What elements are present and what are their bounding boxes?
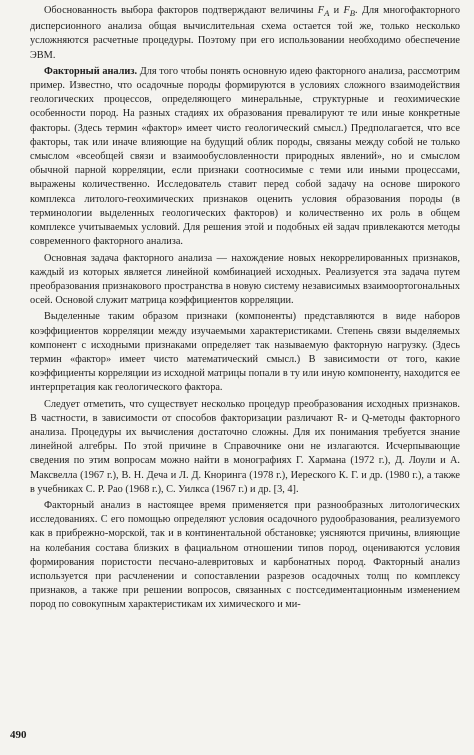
paragraph-text: Выделенные таким образом признаки (компоненты) представляются в виде наборов коэффициентов корреляции между изучаемыми характеристиками. Степень связи выделяемых компонент с исходными признаками определяет так называемую факторную нагрузку. (Здесь термин «фактор» имеет чисто математический смысл.) В зависимости от того, какие коэффициенты корреляции из исходной матрицы попали в ту или иную компоненту, находится ее интерпретация как геологического фактора. [30,311,460,394]
paragraph-main-task [30,252,460,309]
paragraph-applications [30,499,460,613]
paragraph-procedures [30,398,460,497]
paragraph-factor-validation: Обоснованность выбора факторов подтверждают величины $F_A$ и $F_B$. Для многофакторного дисперсионного анализа общая вычислительная схема остается той же, только несколько усложняются расчетные процедуры. Поэтому при его использовании необходимо обеспечение ЭВМ. [30,5,460,61]
paragraph-text: Для того чтобы понять основную идею факторного анализа, рассмотрим пример. Известно, что осадочные породы формируются в условиях сложного взаимодействия геологических процессов, определяющего минеральные, структурные и геохимические особенности пород. На разных стадиях их образования превалируют те или иные конкретные факторы. (Здесь термин «фактор» имеет чисто геологический смысл.) Предполагается, что все факторы, так или иначе влияющие на будущий облик породы, связаны между собой не только смыслом «всеобщей связи и взаимообусловленности природных явлений», но и смыслом обычной парной корреляции, если признаки соотносимые с теми или иными процессами, выражены количественно. Исследователь ставит перед собой задачу на основе широкого комплекса литолого-геохимических признаков оценить условия образования породы (в терминологии выделенных геологических факторов) и количественно их роль в общем комплексе учитываемых условий. Для решения этой и подобных ей задач привлекаются методы современного факторного анализа. [30,65,460,248]
paragraph-components [30,310,460,395]
math-f-a: $F_A$ [317,5,330,19]
paragraph-text: Обоснованность выбора факторов подтверждают величины [44,5,318,16]
paragraph-text: Факторный анализ в настоящее время применяется при разнообразных литологических исследованиях. С его помощью определяют условия осадочного рудообразования, реализуемого как в прибрежно-морской, так и в континентальной обстановке; уясняются причины, влияющие на колебания состава близких в фациальном отношении типов пород, оцениваются условия формирования пористости песчано-алевритовых и карбонатных пород. Факторный анализ используется при расчленении и сопоставлении разрезов осадочных толщ по комплексу признаков, а также при решении вопросов, связанных с постседиментационным изменением пород по совокупным характеристикам их химического и ми- [30,499,460,611]
paragraph-text: Следует отметить, что существует несколько процедур преобразования исходных признаков. В частности, в зависимости от способов факторизации различают R- и Q-методы факторного анализа. Процедуры их вычисления достаточно сложны. Для их понимания требуется знание линейной алгебры. По этой причине в Справочнике они не излагаются. Исчерпывающие сведения по этим вопросам можно найти в монографиях Г. Хармана (1972 г.), Д. Лоули и А. Максвелла (1967 г.), В. Н. Деча и Л. Д. Кноринга (1978 г.), Иереского К. Г. и др. (1980 г.), а также в учебниках С. Р. Рао (1968 г.), С. Уилкса (1967 г.) и др. [3, 4]. [30,398,460,495]
section-heading: Факторный анализ. [44,65,138,77]
page-number: 490 [10,729,27,741]
paragraph-factor-analysis-intro [30,65,460,250]
paragraph-text: Основная задача факторного анализа — нахождение новых некоррелированных признаков, каждый из которых является линейной комбинацией исходных. Реализуется эта задача путем преобразования признакового пространства в новую систему независимых взаимоортогональных осей. Основой служит матрица коэффициентов корреляции. [30,252,460,307]
math-f-b: $F_B$ [343,5,356,19]
